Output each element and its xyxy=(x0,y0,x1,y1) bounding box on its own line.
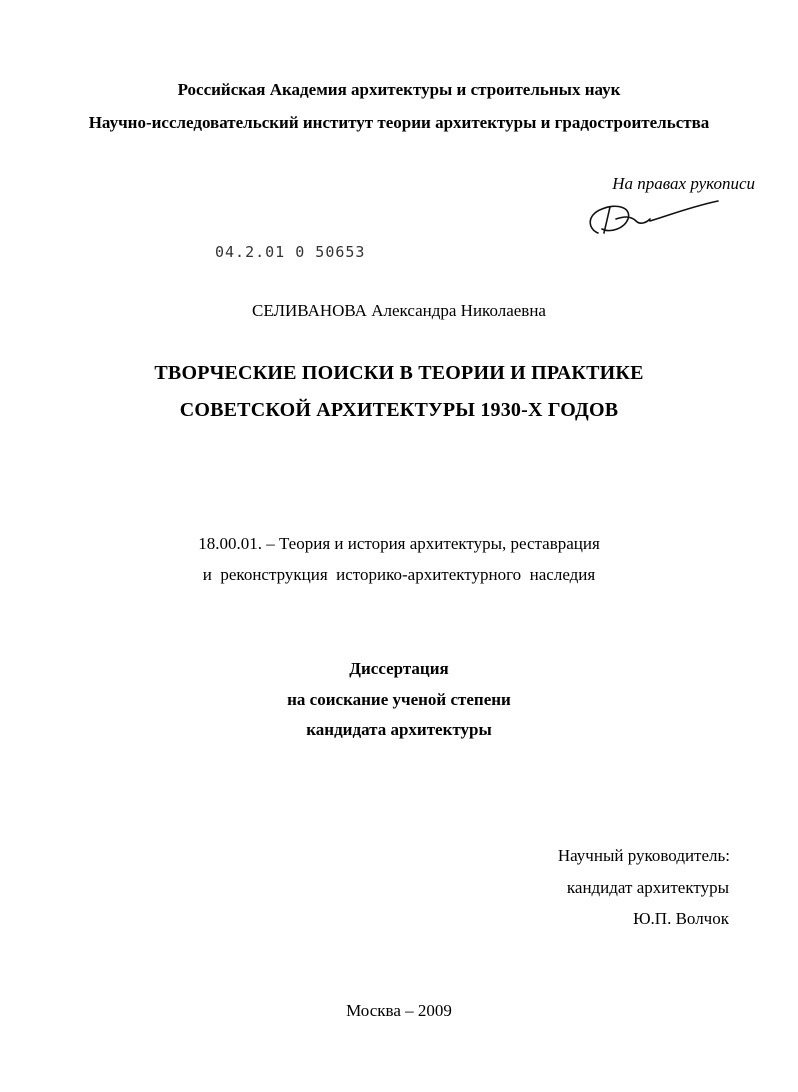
title-line-2: СОВЕТСКОЙ АРХИТЕКТУРЫ 1930-Х ГОДОВ xyxy=(179,399,619,421)
degree-line-2: на соискание ученой степени xyxy=(287,690,511,709)
manuscript-note: На правах рукописи xyxy=(612,174,755,193)
author-name: СЕЛИВАНОВА Александра Николаевна xyxy=(252,301,546,320)
supervisor-label: Научный руководитель: xyxy=(557,846,730,865)
specialty-line-1: 18.00.01. – Теория и история архитектуры, реставрация xyxy=(198,534,600,553)
degree-line-3: кандидата архитектуры xyxy=(306,720,492,739)
specialty-line-2: и реконструкция историко-архитектурного наследия xyxy=(202,565,596,584)
signature xyxy=(580,193,720,248)
supervisor-degree: кандидат архитектуры xyxy=(566,878,729,897)
city-year: Москва – 2009 xyxy=(346,1001,452,1020)
degree-line-1: Диссертация xyxy=(349,659,449,678)
supervisor-name: Ю.П. Волчок xyxy=(633,909,729,928)
academy-name: Российская Академия архитектуры и строительных наук xyxy=(177,80,621,99)
title-line-1: ТВОРЧЕСКИЕ ПОИСКИ В ТЕОРИИ И ПРАКТИКЕ xyxy=(154,362,644,384)
institute-name: Научно-исследовательский институт теории архитектуры и градостроительства xyxy=(88,113,710,132)
archive-number: 04.2.01 0 50653 xyxy=(215,243,366,261)
